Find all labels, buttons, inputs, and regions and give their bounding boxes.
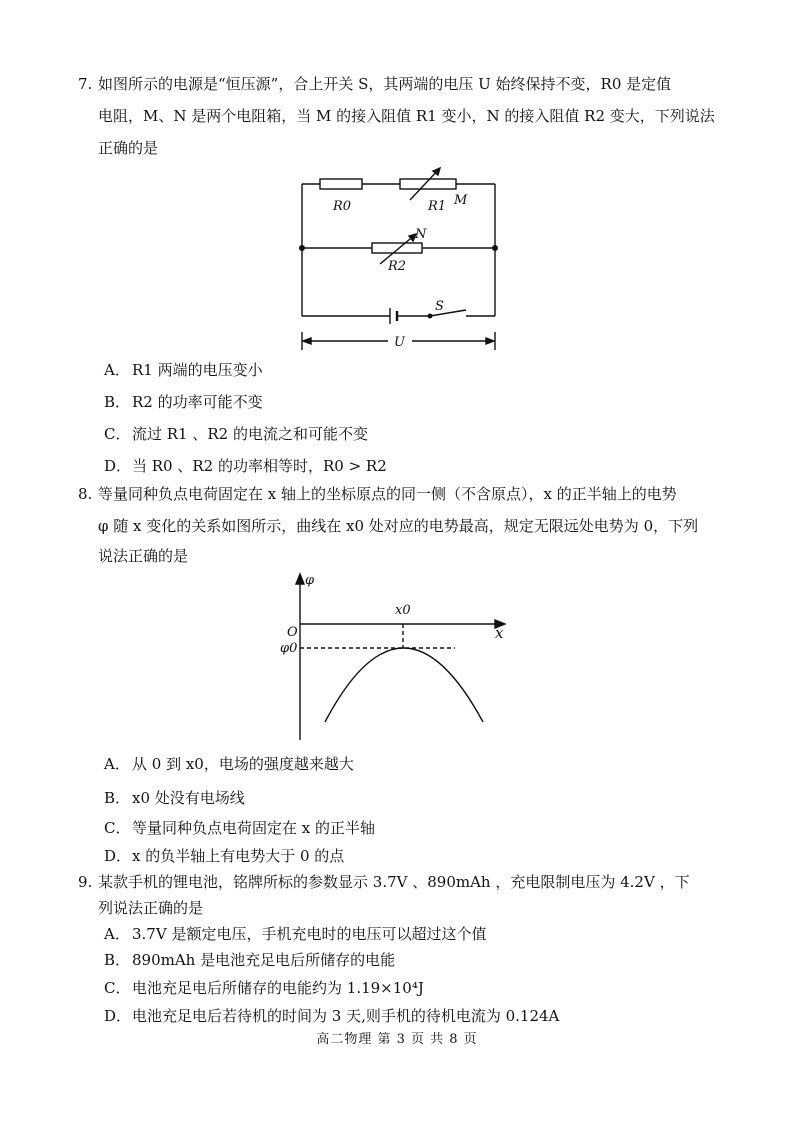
circuit-diagram [290,170,510,355]
q9-option-c: C． 电池充足电后所储存的电能约为 1.19×10⁴J [104,979,424,997]
n-label: N [415,227,427,242]
q9-option-a: A． 3.7V 是额定电压，手机充电时的电压可以超过这个值 [104,925,487,943]
question-number: 9. [78,873,93,891]
s-label: S [435,299,444,314]
q8-option-b: B． x0 处没有电场线 [104,789,245,807]
question-text: 某款手机的锂电池，铭牌所标的参数显示 3.7V 、890mAh ，充电限制电压为 4.2V ，下 [98,873,690,891]
q8-line1 [78,484,677,504]
q8-option-c: C． 等量同种负点电荷固定在 x 的正半轴 [104,819,375,837]
m-label: M [454,193,468,208]
question-number: 7. [78,75,93,93]
x0-label: x0 [395,603,411,618]
potential-graph [275,570,515,745]
question-number: 8. [78,485,93,503]
q9-line1 [78,872,690,892]
r0-label: R0 [333,199,352,214]
question-text: 等量同种负点电荷固定在 x 轴上的坐标原点的同一侧（不含原点），x 的正半轴上的电势 [98,485,677,503]
q8-option-d: D．x 的负半轴上有电势大于 0 的点 [104,847,345,865]
q7-option-d: D．当 R0 、R2 的功率相等时，R0 > R2 [104,457,387,475]
resistor-r0 [320,179,362,189]
origin-label: O [287,625,298,640]
q7-option-c: C． 流过 R1 、R2 的电流之和可能不变 [104,425,368,443]
phi-axis-label: φ [305,573,315,588]
r1-label: R1 [428,199,447,214]
q8-line3: 说法正确的是 [98,547,189,565]
r2-label: R2 [388,259,407,274]
q7-option-b: B． R2 的功率可能不变 [104,393,263,411]
q8-option-a: A． 从 0 到 x0，电场的强度越来越大 [104,755,354,773]
q7-line1 [78,74,671,94]
q9-line2: 列说法正确的是 [98,899,204,917]
question-text: 如图所示的电源是“恒压源”，合上开关 S，其两端的电压 U 始终保持不变，R0 是定值 [98,75,672,93]
page-footer: 高二物理 第 3 页 共 8 页 [316,1032,478,1047]
q8-line2: φ 随 x 变化的关系如图所示，曲线在 x0 处对应的电势最高，规定无限远处电势为 0，下列 [98,517,699,535]
u-label: U [394,335,405,350]
x-axis-label: x [495,624,504,642]
resistor-r2 [372,243,422,253]
phi0-label: φ0 [280,641,298,656]
q7-option-a: A． R1 两端的电压变小 [104,361,263,379]
q9-option-b: B． 890mAh 是电池充足电后所储存的电能 [104,951,396,969]
q7-line2: 电阻，M、N 是两个电阻箱，当 M 的接入阻值 R1 变小，N 的接入阻值 R2 变大，下列说法 [98,107,715,125]
q7-line3: 正确的是 [98,139,159,157]
q9-option-d: D．电池充足电后若待机的时间为 3 天,则手机的待机电流为 0.124A [104,1007,560,1025]
